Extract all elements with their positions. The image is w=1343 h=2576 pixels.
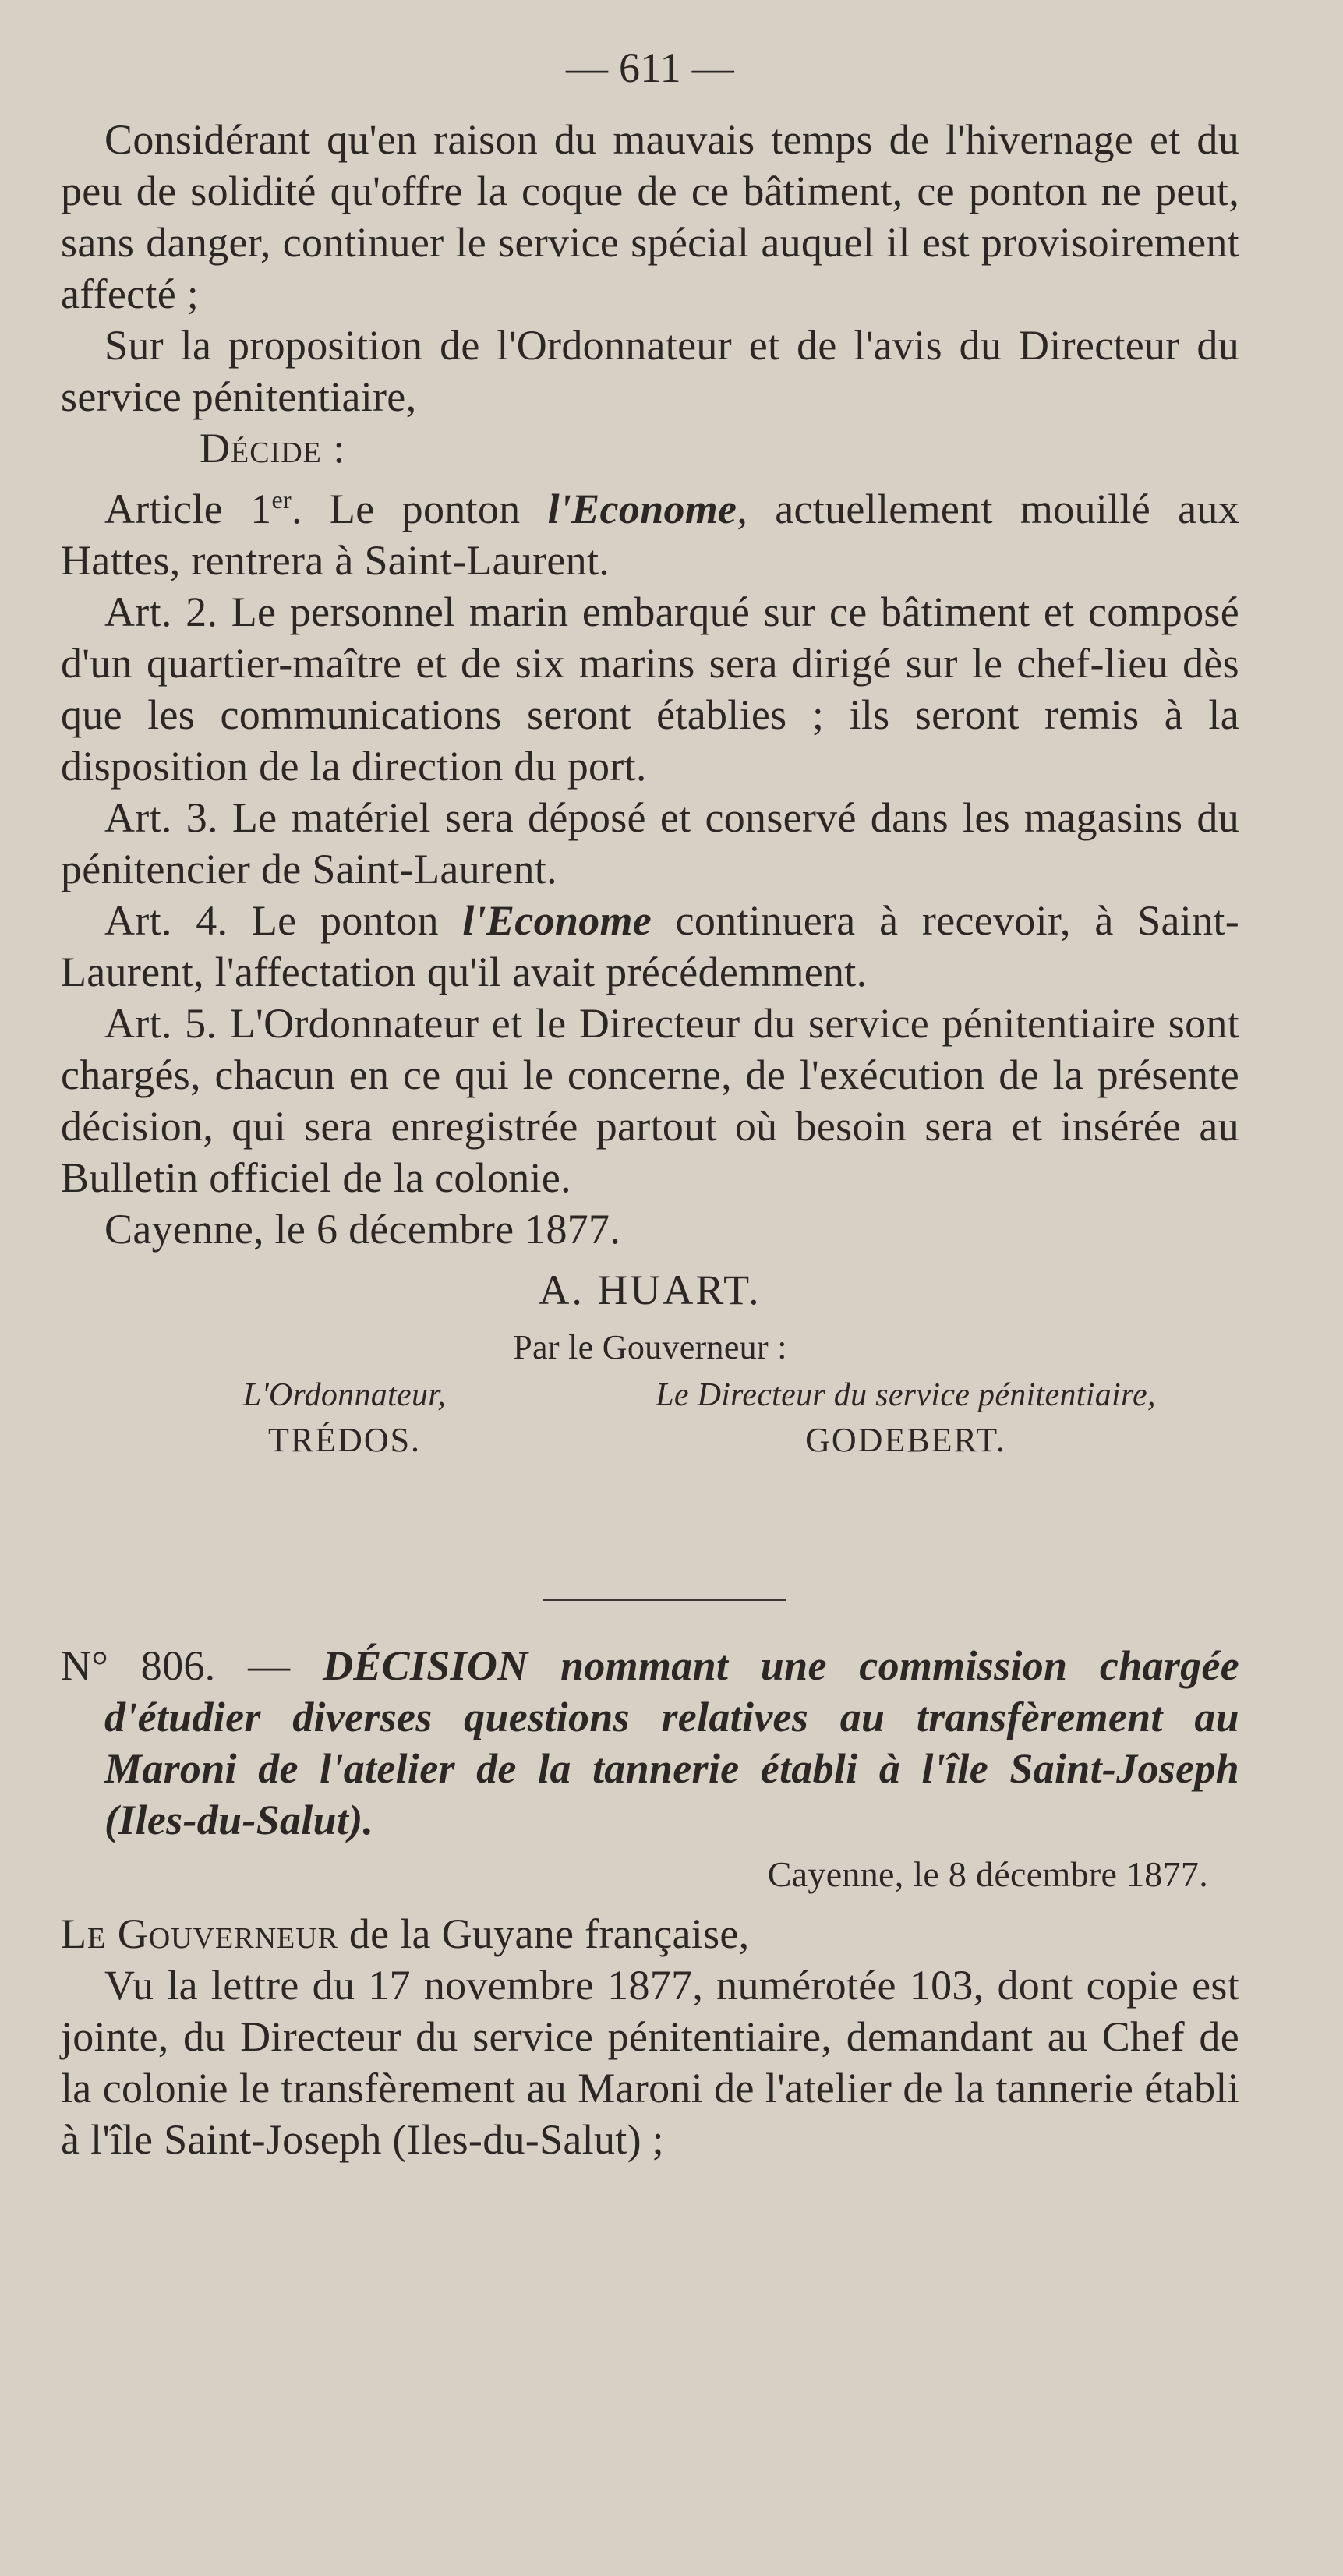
article-1-prefix: Article 1 <box>104 486 272 532</box>
considerant-paragraph: Considérant qu'en raison du mauvais temps de l'hivernage et du peu de solidité qu'offre la coque de ce bâtiment, ce ponton ne peut, sans danger, continuer le service spécial auquel il est provisoirement affecté ; <box>61 116 1239 317</box>
decision-number: N° 806. <box>61 1642 216 1689</box>
decide-heading: Décide : <box>200 425 346 472</box>
decision-806 <box>61 1640 1239 2165</box>
place-date-2: Cayenne, le 8 décembre 1877. <box>767 1854 1208 1894</box>
article-4-rest: continuera à recevoir, à Saint-Laurent, l'affectation qu'il avait précédemment. <box>61 897 1239 995</box>
gouverneur-line <box>61 1908 1239 1959</box>
countersignature-titles <box>80 1373 1202 1417</box>
decision-dash: — <box>215 1642 323 1689</box>
governor-signature: A. HUART. <box>539 1267 762 1313</box>
gouverneur-rest: de la Guyane française, <box>338 1910 750 1957</box>
vu-paragraph: Vu la lettre du 17 novembre 1877, numérotée 103, dont copie est jointe, du Directeur du service pénitentiaire, demandant au Chef de la colonie le transfèrement au Maroni de l'atelier de la tannerie établi à l'île Saint-Joseph (Iles-du-Salut) ; <box>61 1962 1239 2163</box>
decision-word: DÉCISION <box>322 1642 528 1689</box>
page-header-block <box>61 42 1239 94</box>
article-5: Art. 5. L'Ordonnateur et le Directeur du service pénitentiaire sont chargés, chacun en ce qui le concerne, de l'exécution de la présente décision, qui sera enregistrée partout où besoin sera et insérée au Bulletin officiel de la colonie. <box>61 1000 1239 1201</box>
article-1-mid: . Le ponton <box>291 486 548 532</box>
page-number: — 611 — <box>565 44 735 91</box>
gouverneur-label: Le Gouverneur <box>61 1910 339 1957</box>
par-le-gouverneur: Par le Gouverneur : <box>513 1328 787 1366</box>
article-3: Art. 3. Le matériel sera déposé et conservé dans les magasins du pénitencier de Saint-Laurent. <box>61 794 1239 892</box>
section-divider <box>543 1599 786 1601</box>
decision-806-title <box>61 1640 1239 1846</box>
article-2: Art. 2. Le personnel marin embarqué sur ce bâtiment et composé d'un quartier-maître et de six marins sera dirigé sur le chef-lieu dès que les communications seront établies ; ils seront remis à la disposition de la direction du port. <box>61 588 1239 790</box>
article-1-ship-name: l'Econome <box>547 486 737 532</box>
countersignature-names <box>80 1417 1202 1464</box>
decision-805-continuation <box>61 114 1239 1464</box>
directeur-title: Le Directeur du service pénitentiaire, <box>656 1377 1156 1413</box>
article-4 <box>61 895 1239 998</box>
place-date-1: Cayenne, le 6 décembre 1877. <box>104 1206 621 1253</box>
ordonnateur-title: L'Ordonnateur, <box>242 1377 447 1413</box>
directeur-name: GODEBERT. <box>805 1421 1006 1459</box>
article-1 <box>61 474 1239 586</box>
proposition-paragraph: Sur la proposition de l'Ordonnateur et de l'avis du Directeur du service pénitentiaire, <box>61 322 1239 420</box>
ordonnateur-name: TRÉDOS. <box>267 1421 422 1459</box>
article-4-ship-name: l'Econome <box>462 897 652 944</box>
article-1-superscript: er <box>271 486 292 514</box>
decision-subject: nommant une commission chargée d'étudier diverses questions relatives au transfèrement au Maroni de l'atelier de la tannerie établi à l'île Saint-Joseph (Iles-du-Salut). <box>104 1642 1239 1843</box>
article-1-rest: , actuellement mouillé aux Hattes, rentrera à Saint-Laurent. <box>61 486 1240 584</box>
article-4-prefix: Art. 4. Le ponton <box>104 897 463 944</box>
